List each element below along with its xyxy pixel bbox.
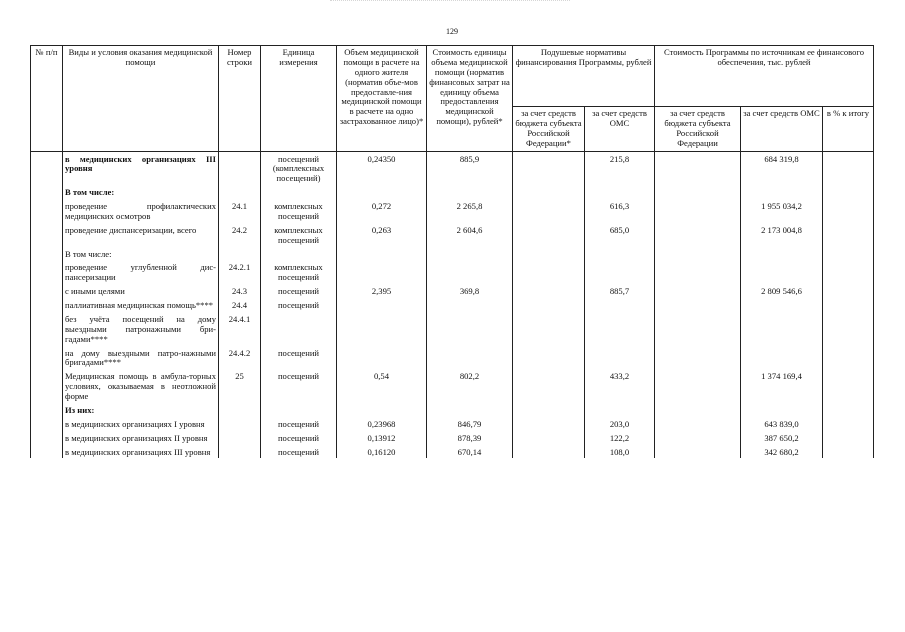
cell-row: 24.2.1 [219, 260, 261, 284]
cell-num [31, 445, 63, 459]
cell-unit [261, 247, 337, 261]
cell-pc-budget [513, 298, 585, 312]
cell-name: Из них: [63, 403, 219, 417]
cell-percent [823, 445, 874, 459]
cell-pc-oms: 685,0 [585, 223, 655, 247]
cell-cost: 2 604,6 [427, 223, 513, 247]
cell-row [219, 431, 261, 445]
table-row [31, 403, 874, 417]
cell-name: на дому выездными патро-нажными бригадами**** [63, 346, 219, 370]
cell-total-budget [655, 151, 741, 185]
cell-total-oms: 643 839,0 [741, 417, 823, 431]
cell-num [31, 403, 63, 417]
cell-num [31, 431, 63, 445]
cell-row [219, 247, 261, 261]
cell-row: 24.1 [219, 199, 261, 223]
cell-pc-budget [513, 223, 585, 247]
cell-volume: 0,272 [337, 199, 427, 223]
cell-pc-oms [585, 403, 655, 417]
cell-total-budget [655, 260, 741, 284]
cell-num [31, 151, 63, 185]
cell-percent [823, 431, 874, 445]
cell-total-oms [741, 403, 823, 417]
cell-unit: посещений [261, 445, 337, 459]
cell-total-oms: 684 319,8 [741, 151, 823, 185]
cell-row: 24.4.1 [219, 312, 261, 346]
scan-artifact [330, 0, 570, 5]
cell-pc-budget [513, 403, 585, 417]
cell-unit: посещений [261, 298, 337, 312]
cell-row: 24.4.2 [219, 346, 261, 370]
cell-total-oms: 342 680,2 [741, 445, 823, 459]
cell-num [31, 199, 63, 223]
cell-total-budget [655, 199, 741, 223]
cell-cost [427, 298, 513, 312]
cell-percent [823, 223, 874, 247]
cell-pc-oms [585, 298, 655, 312]
cell-pc-oms: 203,0 [585, 417, 655, 431]
table-row [31, 298, 874, 312]
cell-unit: посещений [261, 284, 337, 298]
cell-name: с иными целями [63, 284, 219, 298]
cell-row: 25 [219, 369, 261, 403]
cell-volume [337, 260, 427, 284]
cell-num [31, 312, 63, 346]
cell-name: без учёта посещений на дому выездными патронажными бри-гадами**** [63, 312, 219, 346]
cell-total-budget [655, 417, 741, 431]
cell-pc-oms: 433,2 [585, 369, 655, 403]
cell-pc-budget [513, 312, 585, 346]
cell-volume: 2,395 [337, 284, 427, 298]
cell-row: 24.3 [219, 284, 261, 298]
cell-cost [427, 403, 513, 417]
cell-volume: 0,24350 [337, 151, 427, 185]
cell-unit [261, 185, 337, 199]
cell-percent [823, 298, 874, 312]
cell-name: В том числе: [63, 247, 219, 261]
cell-name: Медицинская помощь в амбула-торных условиях, оказываемая в неотложной форме [63, 369, 219, 403]
cell-cost [427, 185, 513, 199]
cell-unit [261, 403, 337, 417]
cell-pc-budget [513, 445, 585, 459]
cell-total-budget [655, 185, 741, 199]
cell-volume: 0,13912 [337, 431, 427, 445]
cell-num [31, 247, 63, 261]
cell-cost [427, 312, 513, 346]
cell-percent [823, 284, 874, 298]
header-row-number: Номер строки [219, 46, 261, 152]
cell-volume [337, 298, 427, 312]
cell-name: проведение профилактических медицинских осмотров [63, 199, 219, 223]
cell-percent [823, 260, 874, 284]
cell-row [219, 445, 261, 459]
cell-percent [823, 151, 874, 185]
cell-cost: 802,2 [427, 369, 513, 403]
cell-name: паллиативная медицинская помощь**** [63, 298, 219, 312]
cell-pc-oms: 215,8 [585, 151, 655, 185]
cell-volume: 0,263 [337, 223, 427, 247]
cell-cost: 846,79 [427, 417, 513, 431]
table-header [31, 46, 874, 152]
cell-total-budget [655, 346, 741, 370]
table-row [31, 185, 874, 199]
cell-percent [823, 199, 874, 223]
cell-total-budget [655, 312, 741, 346]
table-row [31, 151, 874, 185]
table-row [31, 346, 874, 370]
table-row [31, 199, 874, 223]
table-row [31, 369, 874, 403]
cell-row: 24.2 [219, 223, 261, 247]
table-row [31, 223, 874, 247]
cell-name: проведение углубленной дис-пансеризации [63, 260, 219, 284]
cell-pc-oms [585, 312, 655, 346]
cell-pc-budget [513, 431, 585, 445]
cell-total-budget [655, 369, 741, 403]
cell-pc-budget [513, 369, 585, 403]
table-row [31, 284, 874, 298]
page-number: 129 [446, 27, 458, 36]
cell-percent [823, 346, 874, 370]
header-kind: Виды и условия оказания медицинской помощи [63, 46, 219, 152]
cell-cost [427, 247, 513, 261]
cell-total-oms: 2 173 004,8 [741, 223, 823, 247]
cell-pc-oms: 885,7 [585, 284, 655, 298]
cell-num [31, 185, 63, 199]
cell-name: в медицинских организациях III уровня [63, 151, 219, 185]
cell-total-oms: 1 374 169,4 [741, 369, 823, 403]
cell-pc-budget [513, 346, 585, 370]
cell-volume [337, 346, 427, 370]
cell-row [219, 151, 261, 185]
cell-total-budget [655, 403, 741, 417]
cell-pc-oms: 122,2 [585, 431, 655, 445]
header-per-capita: Подушевые нормативы финансирования Программы, рублей [513, 46, 655, 107]
table-body [31, 151, 874, 458]
cell-cost [427, 260, 513, 284]
cell-unit: комплексных посещений [261, 199, 337, 223]
cell-unit: посещений (комплексных посещений) [261, 151, 337, 185]
header-total-oms: за счет средств ОМС [741, 107, 823, 152]
cell-total-oms: 2 809 546,6 [741, 284, 823, 298]
cell-total-oms [741, 346, 823, 370]
cell-num [31, 346, 63, 370]
cell-unit: посещений [261, 431, 337, 445]
cell-total-oms [741, 260, 823, 284]
cell-total-budget [655, 431, 741, 445]
cell-total-oms: 1 955 034,2 [741, 199, 823, 223]
cell-cost: 2 265,8 [427, 199, 513, 223]
header-number: № п/п [31, 46, 63, 152]
cell-cost: 878,39 [427, 431, 513, 445]
cell-unit: комплексных посещений [261, 260, 337, 284]
program-cost-table [30, 45, 874, 458]
cell-percent [823, 417, 874, 431]
header-per-capita-oms: за счет средств ОМС [585, 107, 655, 152]
cell-total-budget [655, 445, 741, 459]
cell-volume [337, 403, 427, 417]
cell-volume [337, 247, 427, 261]
cell-row [219, 185, 261, 199]
cell-volume: 0,16120 [337, 445, 427, 459]
cell-pc-budget [513, 417, 585, 431]
cell-name: в медицинских организациях I уровня [63, 417, 219, 431]
cell-total-oms [741, 298, 823, 312]
cell-total-budget [655, 284, 741, 298]
header-unit-cost: Стоимость единицы объема медицинской помощи (норматив финансовых затрат на единицу объема предоставления медицинской помощи), рублей* [427, 46, 513, 152]
cell-pc-oms [585, 346, 655, 370]
cell-name: в медицинских организациях III уровня [63, 445, 219, 459]
cell-unit: посещений [261, 346, 337, 370]
cell-pc-budget [513, 151, 585, 185]
cell-pc-budget [513, 247, 585, 261]
header-total-budget: за счет средств бюджета субъекта Российской Федерации [655, 107, 741, 152]
table-row [31, 431, 874, 445]
cell-percent [823, 403, 874, 417]
cell-unit: посещений [261, 417, 337, 431]
cell-cost: 369,8 [427, 284, 513, 298]
cell-num [31, 260, 63, 284]
table-row [31, 417, 874, 431]
cell-row: 24.4 [219, 298, 261, 312]
cell-percent [823, 312, 874, 346]
cell-volume: 0,23968 [337, 417, 427, 431]
cell-pc-oms [585, 260, 655, 284]
cell-total-oms [741, 247, 823, 261]
cell-cost: 885,9 [427, 151, 513, 185]
cell-row [219, 403, 261, 417]
cell-num [31, 417, 63, 431]
cell-percent [823, 185, 874, 199]
cell-pc-oms: 108,0 [585, 445, 655, 459]
cell-pc-budget [513, 284, 585, 298]
table-row [31, 247, 874, 261]
cell-pc-budget [513, 260, 585, 284]
table-row [31, 312, 874, 346]
cell-percent [823, 247, 874, 261]
header-program-cost: Стоимость Программы по источникам ее финансового обеспечения, тыс. рублей [655, 46, 874, 107]
cell-num [31, 284, 63, 298]
cell-total-budget [655, 247, 741, 261]
cell-pc-budget [513, 185, 585, 199]
cell-name: в медицинских организациях II уровня [63, 431, 219, 445]
cell-num [31, 298, 63, 312]
header-volume: Объем медицинской помощи в расчете на одного жителя (норматив объе-мов предоставле-ния медицинской помощи в расчете на одно застрахованное лицо)* [337, 46, 427, 152]
cell-num [31, 369, 63, 403]
cell-num [31, 223, 63, 247]
cell-name: В том числе: [63, 185, 219, 199]
cell-volume: 0,54 [337, 369, 427, 403]
cell-volume [337, 185, 427, 199]
cell-cost [427, 346, 513, 370]
cell-total-budget [655, 223, 741, 247]
cell-percent [823, 369, 874, 403]
cell-total-oms [741, 312, 823, 346]
cell-pc-oms: 616,3 [585, 199, 655, 223]
table-row [31, 445, 874, 459]
cell-name: проведение диспансеризации, всего [63, 223, 219, 247]
cell-total-budget [655, 298, 741, 312]
cell-unit [261, 312, 337, 346]
cell-pc-oms [585, 247, 655, 261]
table-row [31, 260, 874, 284]
cell-row [219, 417, 261, 431]
cell-unit: комплексных посещений [261, 223, 337, 247]
cell-unit: посещений [261, 369, 337, 403]
cell-pc-oms [585, 185, 655, 199]
header-total-percent: в % к итогу [823, 107, 874, 152]
header-per-capita-budget: за счет средств бюджета субъекта Российской Федерации* [513, 107, 585, 152]
cell-total-oms [741, 185, 823, 199]
header-unit: Единица измерения [261, 46, 337, 152]
cell-pc-budget [513, 199, 585, 223]
cell-volume [337, 312, 427, 346]
cell-total-oms: 387 650,2 [741, 431, 823, 445]
cell-cost: 670,14 [427, 445, 513, 459]
